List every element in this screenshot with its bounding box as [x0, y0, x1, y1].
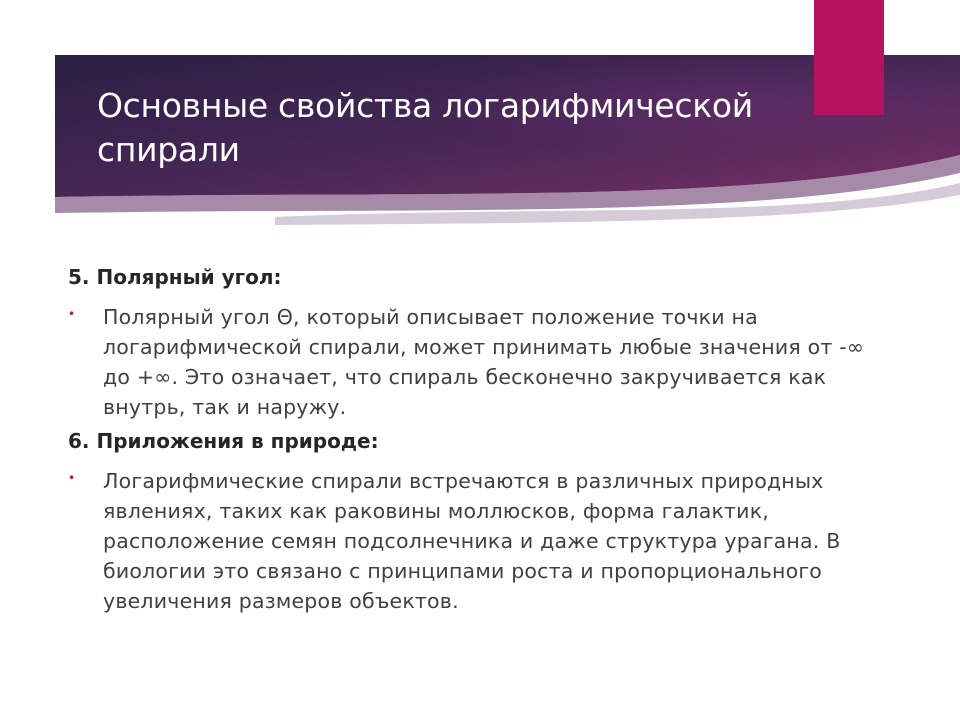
bullet-dot-icon: •	[68, 471, 76, 485]
slide-title: Основные свойства логарифмической спирали	[97, 86, 753, 169]
bullet-text: Логарифмические спирали встречаются в различных природных явлениях, таких как раковины моллюсков, форма галактик, расположение семян подсолнечника и даже структура урагана. В биологии это связано с принципами роста и пропорционального увеличения размеров объектов.	[103, 469, 841, 613]
section-polar-angle	[68, 262, 868, 422]
section-nature-applications	[68, 426, 868, 616]
bullet-dot-icon: •	[68, 307, 76, 321]
bullet-item	[68, 466, 868, 616]
section-heading: 6. Приложения в природе:	[68, 429, 379, 453]
bullet-text: Полярный угол Θ, который описывает положение точки на логарифмической спирали, может принимать любые значения от -∞ до +∞. Это означает, что спираль бесконечно закручивается как внутрь, так и наружу.	[103, 305, 865, 419]
section-heading: 5. Полярный угол:	[68, 265, 282, 289]
slide-content	[68, 262, 868, 620]
bullet-item	[68, 302, 868, 422]
